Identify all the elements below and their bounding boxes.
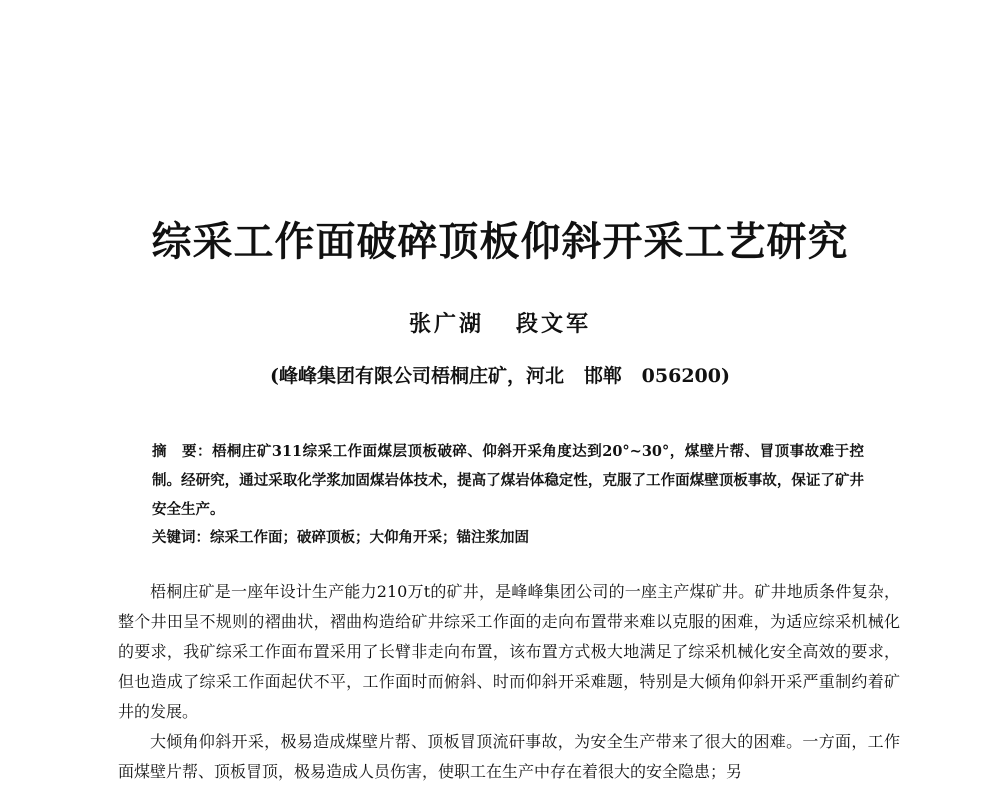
keywords-label: 关键词： <box>152 529 210 546</box>
body-text <box>118 577 900 787</box>
body-paragraph: 大倾角仰斜开采，极易造成煤壁片帮、顶板冒顶流矸事故，为安全生产带来了很大的困难。一方面，工作面煤壁片帮、顶板冒顶，极易造成人员伤害，使职工在生产中存在着很大的安全隐患；另 <box>118 732 900 781</box>
keywords-block <box>152 523 864 552</box>
paper-title: 综采工作面破碎顶板仰斜开采工艺研究 <box>151 218 849 265</box>
keywords-text: 综采工作面；破碎顶板；大仰角开采；锚注浆加固 <box>210 529 529 546</box>
author-affiliation: (峰峰集团有限公司梧桐庄矿，河北 邯郸 056200) <box>270 365 730 387</box>
abstract-block <box>152 437 864 524</box>
author-list: 张广湖 段文军 <box>409 311 591 337</box>
body-paragraph: 梧桐庄矿是一座年设计生产能力210万t的矿井，是峰峰集团公司的一座主产煤矿井。矿井地质条件复杂，整个井田呈不规则的褶曲状，褶曲构造给矿井综采工作面的走向布置带来难以克服的困难，为适应综采机械化的要求，我矿综采工作面布置采用了长臂非走向布置，该布置方式极大地满足了综采机械化安全高效的要求，但也造成了综采工作面起伏不平，工作面时而俯斜、时而仰斜开采难题，特别是大倾角仰斜开采严重制约着矿井的发展。 <box>118 582 900 721</box>
abstract-text: 梧桐庄矿311综采工作面煤层顶板破碎、仰斜开采角度达到20°~30°，煤壁片帮、冒顶事故难于控制。经研究，通过采取化学浆加固煤岩体技术，提高了煤岩体稳定性，克服了工作面煤壁顶板事故，保证了矿井安全生产。 <box>152 443 865 518</box>
abstract-label: 摘 要： <box>152 443 212 460</box>
